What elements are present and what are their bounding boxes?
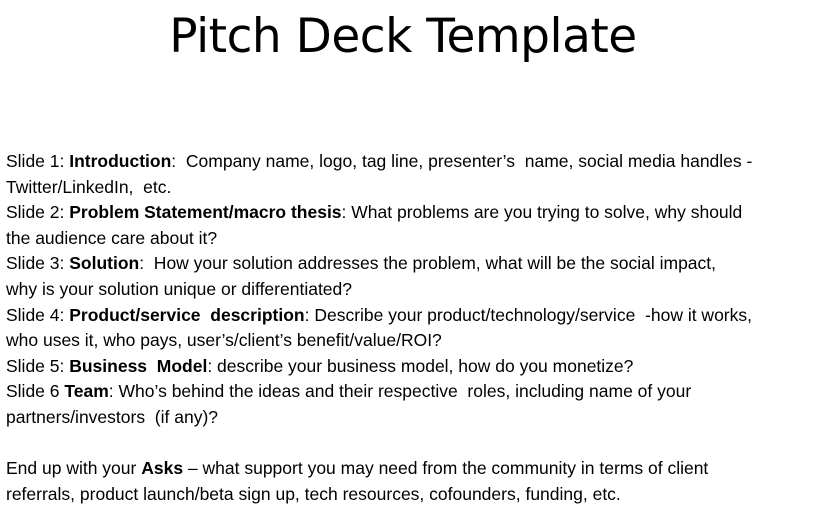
slide-5-prefix: Slide 5: [6, 355, 70, 376]
slide-5-heading: Business Model [69, 355, 208, 376]
page-title: Pitch Deck Template [169, 9, 637, 64]
closing-heading: Asks [141, 458, 184, 479]
closing-line-2: referrals, product launch/beta sign up, tech resources, cofounders, funding, etc. [6, 483, 621, 504]
closing-line-1 [6, 456, 822, 482]
slide-3-line-1 [6, 251, 822, 277]
slide-6-heading: Team [64, 381, 109, 402]
slide-2-heading: Problem Statement/macro thesis [69, 202, 342, 223]
slide-6-line-2: partners/investors (if any)? [6, 406, 219, 427]
slide-1-heading: Introduction [69, 151, 172, 171]
slide-5-line-1 [6, 354, 822, 380]
slide-2-prefix: Slide 2: [6, 202, 70, 223]
slide-2-line-2: the audience care about it? [6, 227, 218, 248]
slide-4-line-1 [6, 303, 822, 329]
paragraph-spacer [6, 431, 822, 457]
slide-4-prefix: Slide 4: [6, 304, 70, 325]
slide-3-line-2: why is your solution unique or differentiated? [6, 278, 353, 299]
slide-4-line-2: who uses it, who pays, user’s/client’s benefit/value/ROI? [6, 330, 442, 351]
slide-list [6, 149, 822, 507]
slide-3-prefix: Slide 3: [6, 253, 70, 274]
closing-description: – what support you may need from the community in terms of client [183, 458, 709, 479]
slide-1-prefix: Slide 1: [6, 151, 70, 171]
slide-5-description: : describe your business model, how do you monetize? [207, 355, 634, 376]
closing-prefix: End up with your [6, 458, 142, 479]
slide-6-prefix: Slide 6 [6, 381, 65, 402]
slide-3-description: : How your solution addresses the problem, what will be the social impact, [139, 253, 717, 274]
slide-4-description: : Describe your product/technology/service -how it works, [304, 304, 752, 325]
slide-2-description: : What problems are you trying to solve, why should [341, 202, 743, 223]
slide-1-description: : Company name, logo, tag line, presenter’s name, social media handles - [171, 151, 753, 171]
slide-1-line-1 [6, 149, 822, 175]
slide-3-heading: Solution [69, 253, 140, 274]
slide-1-line-2: Twitter/LinkedIn, etc. [6, 176, 172, 197]
slide-4-heading: Product/service description [69, 304, 305, 325]
slide-6-line-1 [6, 379, 822, 405]
slide-6-description: : Who’s behind the ideas and their respective roles, including name of your [108, 381, 692, 402]
slide-2-line-1 [6, 200, 822, 226]
